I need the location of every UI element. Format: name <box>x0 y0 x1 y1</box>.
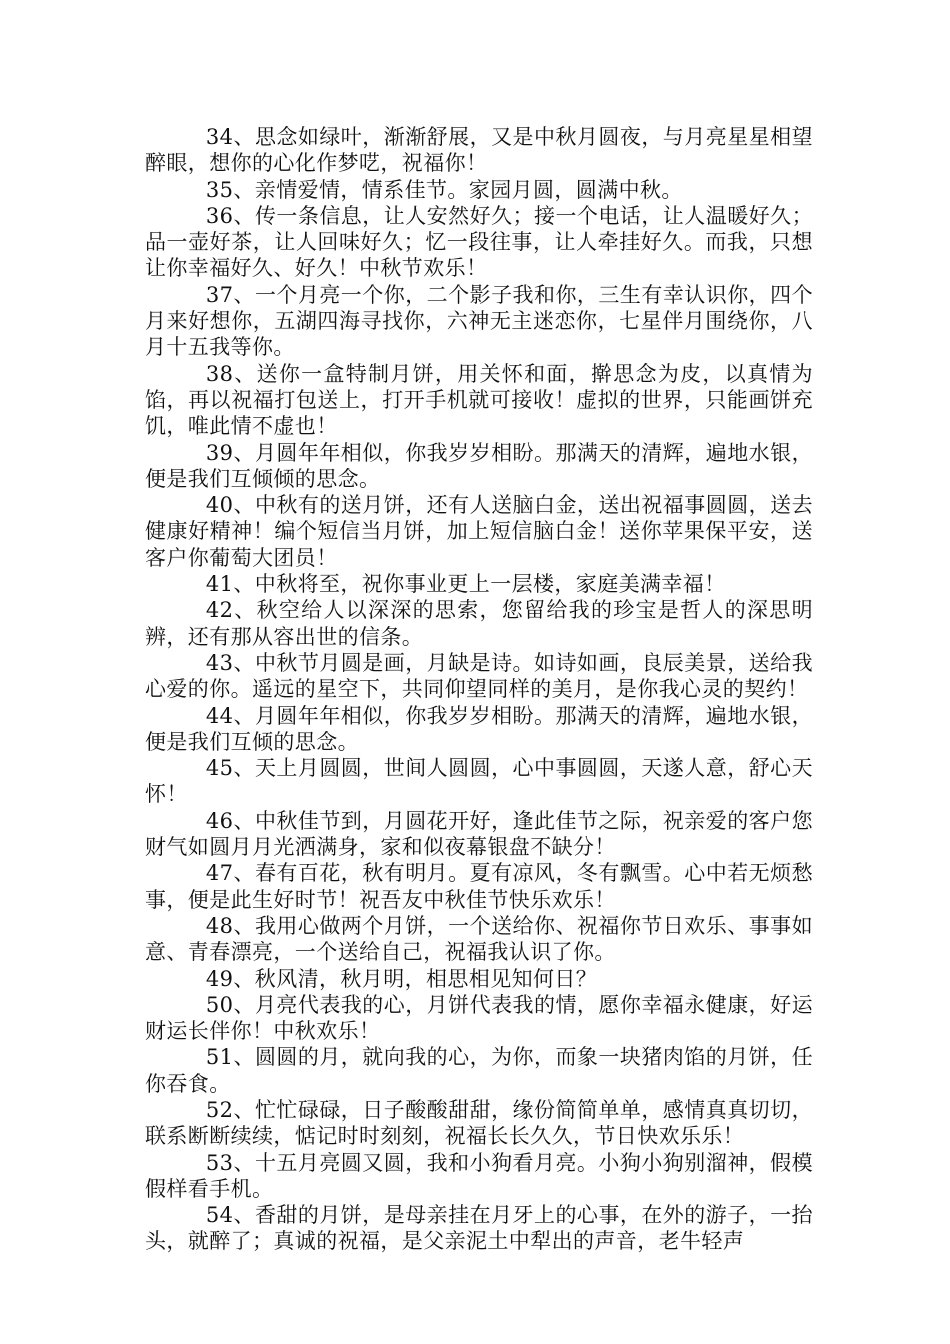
paragraph-54: 54、香甜的月饼，是母亲挂在月牙上的心事，在外的游子，一抬头，就醉了；真诚的祝福，是父亲泥土中犁出的声音，老牛轻声 <box>145 1203 813 1254</box>
paragraph-34: 34、思念如绿叶，渐渐舒展，又是中秋月圆夜，与月亮星星相望醉眼，想你的心化作梦呓，祝福你！ <box>145 125 813 176</box>
paragraph-36: 36、传一条信息，让人安然好久；接一个电话，让人温暖好久；品一壶好茶，让人回味好久；忆一段往事，让人牵挂好久。而我，只想让你幸福好久、好久！中秋节欢乐！ <box>145 203 813 281</box>
paragraph-42: 42、秋空给人以深深的思索，您留给我的珍宝是哲人的深思明辨，还有那从容出世的信条。 <box>145 598 813 649</box>
paragraph-45: 45、天上月圆圆，世间人圆圆，心中事圆圆，天遂人意，舒心天怀！ <box>145 756 813 807</box>
paragraph-40: 40、中秋有的送月饼，还有人送脑白金，送出祝福事圆圆，送去健康好精神！编个短信当月饼，加上短信脑白金！送你苹果保平安，送客户你葡萄大团员！ <box>145 493 813 570</box>
paragraph-39: 39、月圆年年相似，你我岁岁相盼。那满天的清辉，遍地水银，便是我们互倾倾的思念。 <box>145 440 813 491</box>
paragraph-37: 37、一个月亮一个你，二个影子我和你，三生有幸认识你，四个月来好想你，五湖四海寻找你，六神无主迷恋你，七星伴月围绕你，八月十五我等你。 <box>145 282 813 360</box>
paragraph-41: 41、中秋将至，祝你事业更上一层楼，家庭美满幸福！ <box>205 572 726 597</box>
paragraph-35: 35、亲情爱情，情系佳节。家园月圆，圆满中秋。 <box>205 177 683 202</box>
paragraph-53: 53、十五月亮圆又圆，我和小狗看月亮。小狗小狗别溜神，假模假样看手机。 <box>145 1150 813 1201</box>
paragraph-52: 52、忙忙碌碌，日子酸酸甜甜，缘份简简单单，感情真真切切，联系断断续续，惦记时时刻刻，祝福长长久久，节日快欢乐乐！ <box>145 1097 813 1149</box>
paragraph-38: 38、送你一盒特制月饼，用关怀和面，擀思念为皮，以真情为馅，再以祝福打包送上，打开手机就可接收！虚拟的世界，只能画饼充饥，唯此情不虚也！ <box>145 361 813 439</box>
paragraph-43: 43、中秋节月圆是画，月缺是诗。如诗如画，良辰美景，送给我心爱的你。遥远的星空下，共同仰望同样的美月，是你我心灵的契约！ <box>145 650 813 702</box>
paragraph-49: 49、秋风清，秋月明，相思相见知何日？ <box>205 966 598 991</box>
document-body <box>145 124 813 1255</box>
paragraph-47: 47、春有百花，秋有明月。夏有凉风，冬有飘雪。心中若无烦愁事，便是此生好时节！祝吾友中秋佳节快乐欢乐！ <box>145 861 813 912</box>
paragraph-48: 48、我用心做两个月饼，一个送给你、祝福你节日欢乐、事事如意、青春漂亮，一个送给自己，祝福我认识了你。 <box>145 913 813 965</box>
paragraph-50: 50、月亮代表我的心，月饼代表我的情，愿你幸福永健康，好运财运长伴你！中秋欢乐！ <box>145 992 813 1044</box>
paragraph-51: 51、圆圆的月，就向我的心，为你，而象一块猪肉馅的月饼，任你吞食。 <box>145 1045 813 1096</box>
paragraph-46: 46、中秋佳节到，月圆花开好，逢此佳节之际，祝亲爱的客户您财气如圆月月光洒满身，家和似夜幕银盘不缺分！ <box>145 808 813 860</box>
paragraph-44: 44、月圆年年相似，你我岁岁相盼。那满天的清辉，遍地水银，便是我们互倾的思念。 <box>145 703 813 754</box>
